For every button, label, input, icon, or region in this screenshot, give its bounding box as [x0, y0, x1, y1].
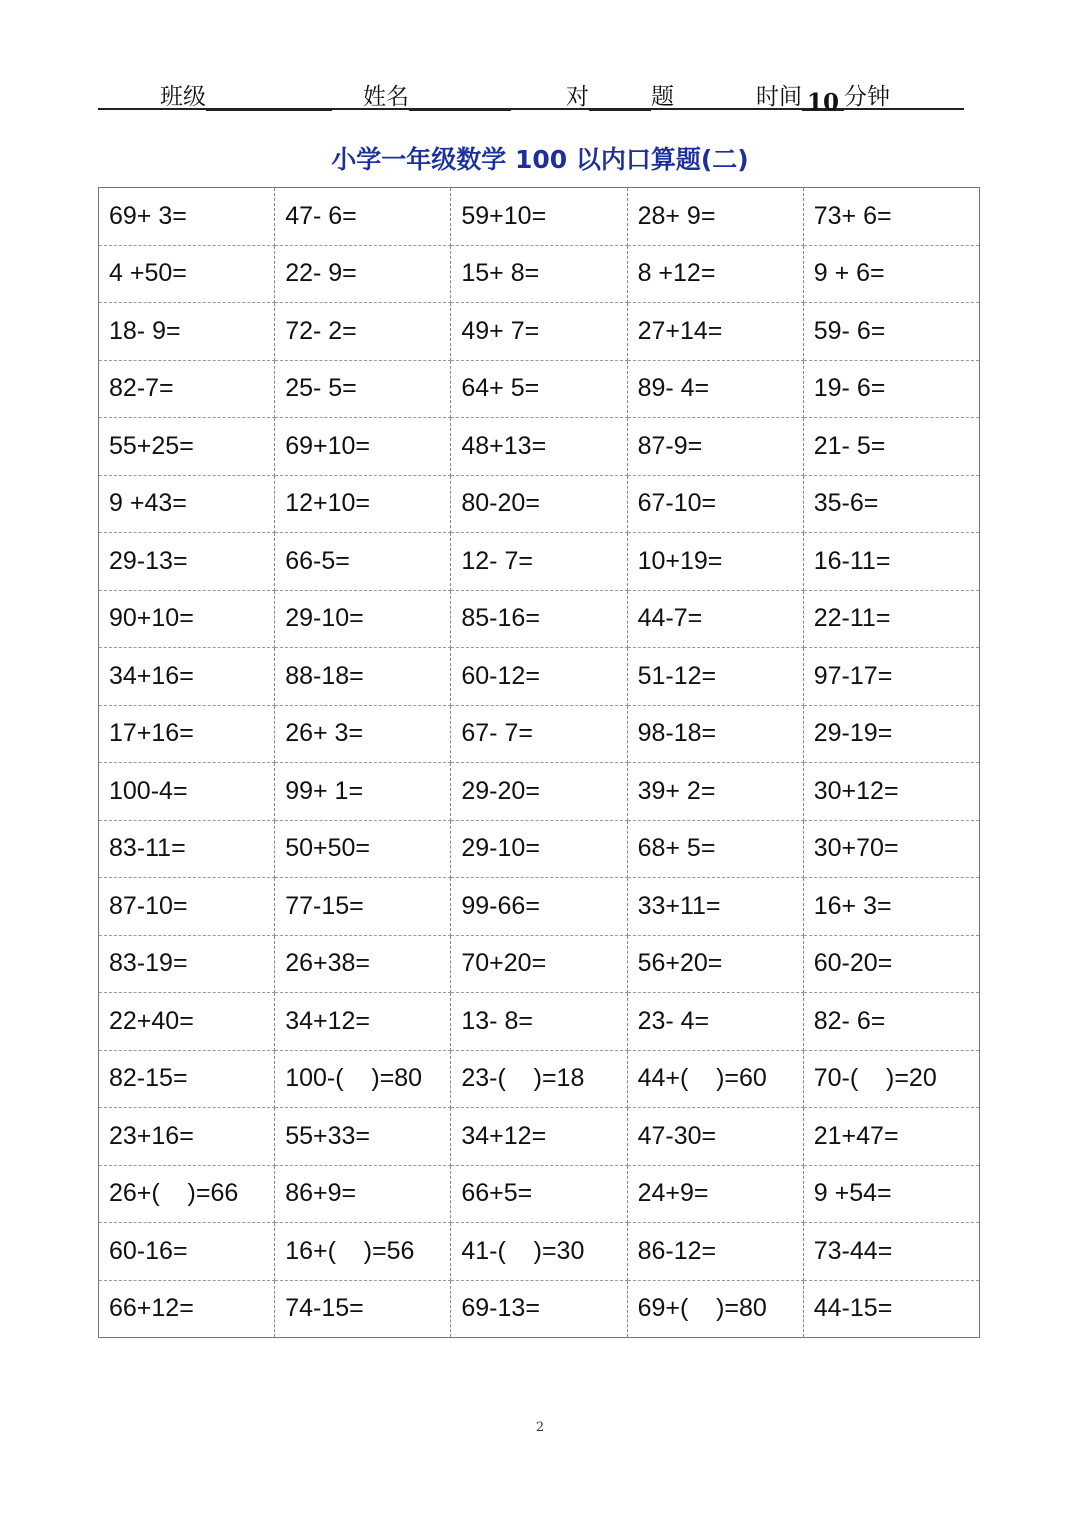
table-row	[99, 475, 980, 533]
problem-cell[interactable]: 16+ 3=	[803, 878, 979, 936]
problem-cell[interactable]: 10+19=	[627, 533, 803, 591]
problem-cell[interactable]: 13- 8=	[451, 993, 627, 1051]
problem-cell[interactable]: 99-66=	[451, 878, 627, 936]
problem-cell[interactable]: 29-13=	[99, 533, 275, 591]
problem-cell[interactable]: 80-20=	[451, 475, 627, 533]
name-label: 姓名	[363, 84, 409, 110]
problem-cell[interactable]: 87-10=	[99, 878, 275, 936]
table-row	[99, 418, 980, 476]
problem-cell[interactable]: 100-( )=80	[275, 1050, 451, 1108]
question-label: 题	[651, 84, 674, 110]
problem-cell[interactable]: 27+14=	[627, 303, 803, 361]
problem-cell[interactable]: 39+ 2=	[627, 763, 803, 821]
problem-cell[interactable]: 34+12=	[275, 993, 451, 1051]
problem-cell[interactable]: 60-20=	[803, 935, 979, 993]
problem-cell[interactable]: 59+10=	[451, 188, 627, 246]
problem-cell[interactable]: 89- 4=	[627, 360, 803, 418]
class-blank[interactable]	[206, 89, 332, 111]
problem-cell[interactable]: 69+ 3=	[99, 188, 275, 246]
table-row	[99, 188, 980, 246]
problem-cell[interactable]: 35-6=	[803, 475, 979, 533]
table-row	[99, 648, 980, 706]
table-row	[99, 1223, 980, 1281]
name-field	[363, 78, 511, 111]
problem-cell[interactable]: 98-18=	[627, 705, 803, 763]
problem-cell[interactable]: 4 +50=	[99, 245, 275, 303]
problem-cell[interactable]: 22- 9=	[275, 245, 451, 303]
problem-cell[interactable]: 60-16=	[99, 1223, 275, 1281]
problem-cell[interactable]: 55+33=	[275, 1108, 451, 1166]
problem-cell[interactable]: 50+50=	[275, 820, 451, 878]
table-row	[99, 820, 980, 878]
problem-cell[interactable]: 26+38=	[275, 935, 451, 993]
problem-cell[interactable]: 60-12=	[451, 648, 627, 706]
problem-cell[interactable]: 44-15=	[803, 1280, 979, 1338]
name-blank[interactable]	[409, 89, 511, 111]
problem-cell[interactable]: 21- 5=	[803, 418, 979, 476]
problem-cell[interactable]: 9 + 6=	[803, 245, 979, 303]
problem-cell[interactable]: 59- 6=	[803, 303, 979, 361]
problem-cell[interactable]: 23- 4=	[627, 993, 803, 1051]
problem-cell[interactable]: 64+ 5=	[451, 360, 627, 418]
correct-field	[566, 78, 674, 111]
problem-cell[interactable]: 12- 7=	[451, 533, 627, 591]
problem-cell[interactable]: 69+10=	[275, 418, 451, 476]
problem-cell[interactable]: 66+5=	[451, 1165, 627, 1223]
problem-cell[interactable]: 24+9=	[627, 1165, 803, 1223]
problem-cell[interactable]: 88-18=	[275, 648, 451, 706]
problem-cell[interactable]: 9 +43=	[99, 475, 275, 533]
problem-cell[interactable]: 29-10=	[451, 820, 627, 878]
problem-cell[interactable]: 41-( )=30	[451, 1223, 627, 1281]
problem-cell[interactable]: 83-11=	[99, 820, 275, 878]
problem-cell[interactable]: 16-11=	[803, 533, 979, 591]
problem-cell[interactable]: 44-7=	[627, 590, 803, 648]
worksheet-title: 小学一年级数学 100 以内口算题(二)	[331, 145, 749, 174]
problem-cell[interactable]: 85-16=	[451, 590, 627, 648]
problem-cell[interactable]: 47-30=	[627, 1108, 803, 1166]
problem-cell[interactable]: 12+10=	[275, 475, 451, 533]
table-row	[99, 245, 980, 303]
correct-blank[interactable]	[589, 89, 651, 111]
problem-cell[interactable]: 26+ 3=	[275, 705, 451, 763]
problem-cell[interactable]: 22-11=	[803, 590, 979, 648]
problem-cell[interactable]: 73-44=	[803, 1223, 979, 1281]
problem-cell[interactable]: 73+ 6=	[803, 188, 979, 246]
table-row	[99, 303, 980, 361]
problem-cell[interactable]: 48+13=	[451, 418, 627, 476]
problem-cell[interactable]: 67- 7=	[451, 705, 627, 763]
problem-cell[interactable]: 47- 6=	[275, 188, 451, 246]
problem-cell[interactable]: 70+20=	[451, 935, 627, 993]
table-row	[99, 993, 980, 1051]
problem-cell[interactable]: 67-10=	[627, 475, 803, 533]
problem-cell[interactable]: 82- 6=	[803, 993, 979, 1051]
problem-cell[interactable]: 66+12=	[99, 1280, 275, 1338]
table-row	[99, 360, 980, 418]
problem-cell[interactable]: 49+ 7=	[451, 303, 627, 361]
table-row	[99, 763, 980, 821]
problem-cell[interactable]: 19- 6=	[803, 360, 979, 418]
table-row	[99, 590, 980, 648]
problem-cell[interactable]: 51-12=	[627, 648, 803, 706]
problem-cell[interactable]: 44+( )=60	[627, 1050, 803, 1108]
table-row	[99, 1280, 980, 1338]
problem-cell[interactable]: 30+12=	[803, 763, 979, 821]
problem-cell[interactable]: 100-4=	[99, 763, 275, 821]
problem-cell[interactable]: 72- 2=	[275, 303, 451, 361]
problem-cell[interactable]: 74-15=	[275, 1280, 451, 1338]
problem-cell[interactable]: 29-20=	[451, 763, 627, 821]
problem-grid	[98, 187, 980, 1338]
problem-cell[interactable]: 22+40=	[99, 993, 275, 1051]
problem-cell[interactable]: 55+25=	[99, 418, 275, 476]
problem-cell[interactable]: 69+( )=80	[627, 1280, 803, 1338]
problem-cell[interactable]: 23-( )=18	[451, 1050, 627, 1108]
problem-cell[interactable]: 9 +54=	[803, 1165, 979, 1223]
problem-cell[interactable]: 34+12=	[451, 1108, 627, 1166]
problem-cell[interactable]: 34+16=	[99, 648, 275, 706]
problem-cell[interactable]: 56+20=	[627, 935, 803, 993]
problem-cell[interactable]: 25- 5=	[275, 360, 451, 418]
problem-cell[interactable]: 97-17=	[803, 648, 979, 706]
problem-cell[interactable]: 86-12=	[627, 1223, 803, 1281]
problem-cell[interactable]: 23+16=	[99, 1108, 275, 1166]
problem-cell[interactable]: 82-7=	[99, 360, 275, 418]
table-row	[99, 705, 980, 763]
problem-cell[interactable]: 18- 9=	[99, 303, 275, 361]
problem-cell[interactable]: 29-10=	[275, 590, 451, 648]
problem-cell[interactable]: 90+10=	[99, 590, 275, 648]
problem-cell[interactable]: 70-( )=20	[803, 1050, 979, 1108]
problem-cell[interactable]: 86+9=	[275, 1165, 451, 1223]
problem-cell[interactable]: 77-15=	[275, 878, 451, 936]
class-field	[160, 78, 332, 111]
table-row	[99, 1108, 980, 1166]
problem-cell[interactable]: 16+( )=56	[275, 1223, 451, 1281]
problem-cell[interactable]: 68+ 5=	[627, 820, 803, 878]
problem-cell[interactable]: 29-19=	[803, 705, 979, 763]
correct-label: 对	[566, 84, 589, 110]
problem-cell[interactable]: 83-19=	[99, 935, 275, 993]
time-label: 时间	[756, 84, 802, 110]
problem-cell[interactable]: 69-13=	[451, 1280, 627, 1338]
worksheet-header	[98, 72, 964, 116]
table-row	[99, 935, 980, 993]
problem-cell[interactable]: 33+11=	[627, 878, 803, 936]
problem-cell[interactable]: 99+ 1=	[275, 763, 451, 821]
time-unit: 分钟	[844, 84, 890, 110]
problem-cell[interactable]: 17+16=	[99, 705, 275, 763]
table-row	[99, 533, 980, 591]
problem-cell[interactable]: 8 +12=	[627, 245, 803, 303]
problem-cell[interactable]: 30+70=	[803, 820, 979, 878]
problem-cell[interactable]: 21+47=	[803, 1108, 979, 1166]
table-row	[99, 878, 980, 936]
problem-cell[interactable]: 87-9=	[627, 418, 803, 476]
time-value: 10	[802, 89, 844, 111]
table-row	[99, 1050, 980, 1108]
class-label: 班级	[160, 84, 206, 110]
problem-cell[interactable]: 82-15=	[99, 1050, 275, 1108]
table-row	[99, 1165, 980, 1223]
page-number: 2	[535, 1420, 545, 1435]
problem-cell[interactable]: 15+ 8=	[451, 245, 627, 303]
problem-cell[interactable]: 26+( )=66	[99, 1165, 275, 1223]
problem-cell[interactable]: 66-5=	[275, 533, 451, 591]
time-field	[756, 78, 890, 116]
problem-cell[interactable]: 28+ 9=	[627, 188, 803, 246]
